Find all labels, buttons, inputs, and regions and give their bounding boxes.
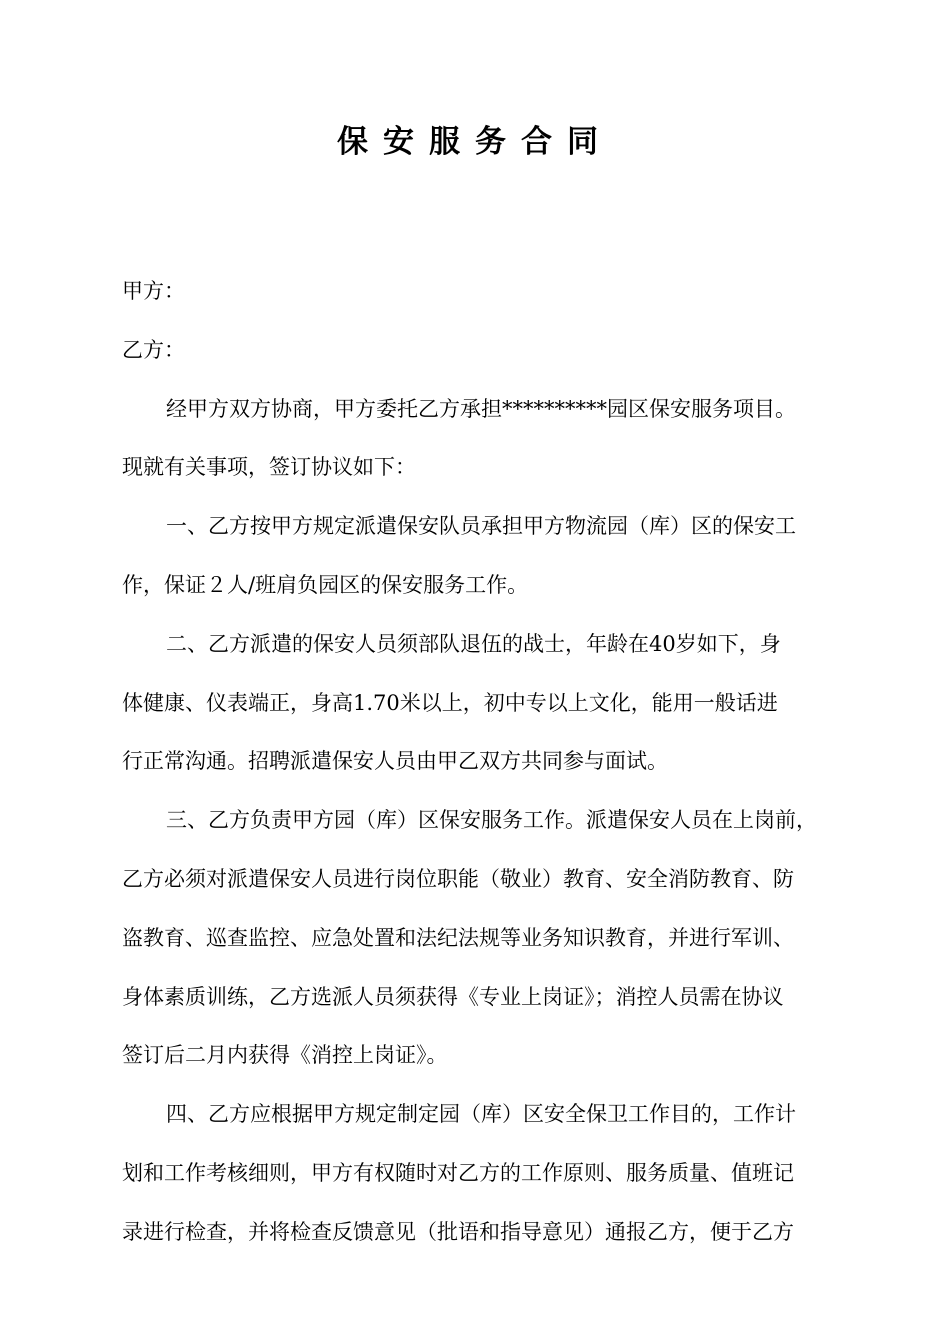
- paragraph-line: 身体素质训练，乙方选派人员须获得《专业上岗证》；消控人员需在协议: [122, 984, 784, 1009]
- paragraph-line: 体健康、仪表端正，身高1.70米以上，初中专以上文化，能用一般话进: [122, 690, 778, 715]
- paragraph-line: 二、乙方派遣的保安人员须部队退伍的战士，年龄在40岁如下，身: [166, 631, 781, 656]
- paragraph-line: 行正常沟通。招聘派遣保安人员由甲乙双方共同参与面试。: [122, 749, 668, 774]
- paragraph-line: 签订后二月内获得《消控上岗证》。: [122, 1043, 448, 1068]
- paragraph-line: 四、乙方应根据甲方规定制定园（库）区安全保卫工作目的，工作计: [166, 1102, 796, 1127]
- party-a-label: 甲方：: [122, 279, 185, 303]
- document-title: 保安服务合同: [337, 124, 613, 160]
- paragraph-line: 作，保证２人/班肩负园区的保安服务工作。: [122, 572, 529, 597]
- paragraph-line: 现就有关事项，签订协议如下：: [122, 455, 416, 480]
- document-body: [122, 262, 842, 1262]
- paragraph-line: 三、乙方负责甲方园（库）区保安服务工作。派遣保安人员在上岗前，: [166, 808, 817, 833]
- party-b-label: 乙方：: [122, 337, 185, 362]
- paragraph-line: 录进行检查，并将检查反馈意见（批语和指导意见）通报乙方，便于乙方: [122, 1219, 794, 1244]
- paragraph-line: 乙方必须对派遣保安人员进行岗位职能（敬业）教育、安全消防教育、防: [122, 866, 794, 891]
- paragraph-line: 一、乙方按甲方规定派遣保安队员承担甲方物流园（库）区的保安工: [166, 514, 796, 539]
- paragraph-line: 经甲方双方协商，甲方委托乙方承担**********园区保安服务项目。: [166, 396, 796, 421]
- paragraph-line: 盗教育、巡查监控、应急处置和法纪法规等业务知识教育，并进行军训、: [122, 925, 794, 950]
- paragraph-line: 划和工作考核细则，甲方有权随时对乙方的工作原则、服务质量、值班记: [122, 1160, 794, 1185]
